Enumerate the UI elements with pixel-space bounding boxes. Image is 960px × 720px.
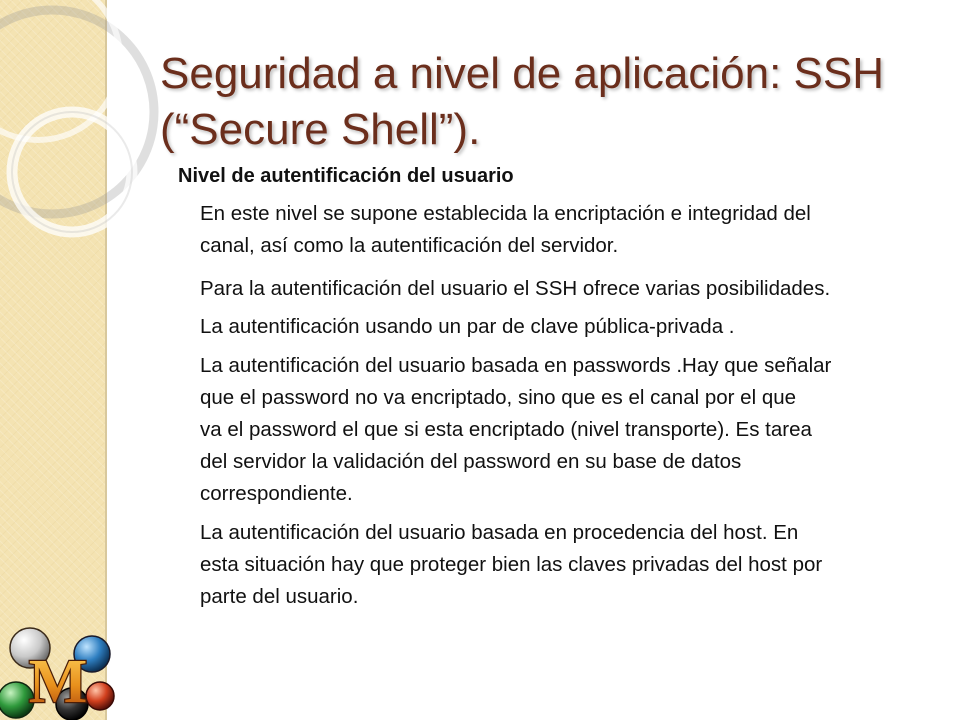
paragraph-line: esta situación hay que proteger bien las claves privadas del host por [200, 553, 823, 576]
paragraph-line: La autentificación del usuario basada en procedencia del host. En [200, 521, 799, 544]
m-emblem-logo-icon [0, 624, 116, 720]
slide-title-line-2: (“Secure Shell”). [160, 105, 481, 154]
red-orb-icon [86, 682, 114, 710]
paragraph-line: del servidor la validación del password en su base de datos [200, 450, 742, 473]
slide-body [178, 160, 938, 613]
paragraph-line: parte del usuario. [200, 585, 359, 608]
slide-title-line-1: Seguridad a nivel de aplicación: SSH [160, 49, 885, 98]
slide-title [160, 46, 940, 158]
paragraph [178, 517, 938, 613]
paragraph-line: Para la autentificación del usuario el SSH ofrece varias posibilidades. [200, 277, 831, 300]
paragraph-line: correspondiente. [200, 482, 353, 505]
paragraph-line: que el password no va encriptado, sino que es el canal por el que [200, 386, 797, 409]
paragraph [178, 198, 938, 262]
section-heading: Nivel de autentificación del usuario [178, 165, 514, 187]
logo-letter: M [28, 648, 88, 716]
paragraph-line: La autentificación del usuario basada en passwords .Hay que señalar [200, 354, 832, 377]
paragraph-line: va el password el que si esta encriptado (nivel transporte). Es tarea [200, 418, 812, 441]
paragraph-line: canal, así como la autentificación del servidor. [200, 234, 619, 257]
paragraph-line: La autentificación usando un par de clave pública-privada . [200, 315, 735, 338]
paragraph [178, 273, 938, 305]
paragraph [178, 350, 938, 510]
paragraph-line: En este nivel se supone establecida la encriptación e integridad del [200, 202, 811, 225]
paragraph [178, 311, 938, 343]
